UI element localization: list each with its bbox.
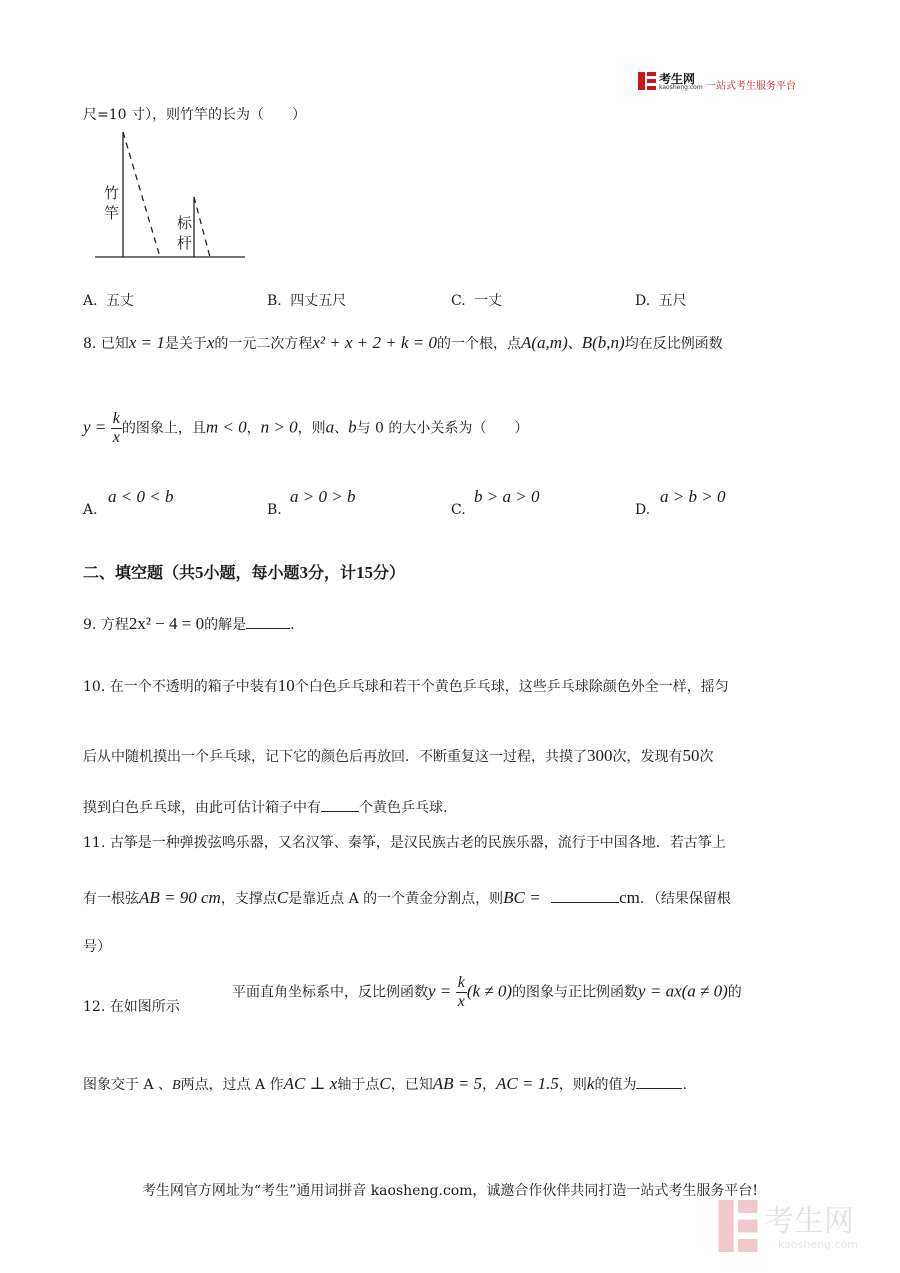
q11-answer-blank: [551, 888, 619, 903]
q11-number: 11.: [83, 835, 106, 851]
footer-text: 考生网官方网址为“考生”通用词拼音 kaosheng.com，诚邀合作伙伴共同打造一站式考生服务平台!: [141, 1183, 759, 1199]
kaosheng-logo-icon: [638, 72, 656, 90]
q8-line-2: y = $\frac{k}{x}$ 的图象上，且m < 0，n > 0，则a、b与 0 的大小关系为（ ）: [83, 410, 529, 446]
q11-line-3: 号）: [83, 939, 111, 955]
q10-number: 10.: [83, 679, 106, 695]
watermark-url: kaosheng.com: [778, 1238, 859, 1251]
q8-line-1: 8. 已知x = 1是关于x的一元二次方程x² + x + 2 + k = 0的一个根，点A(a,m)、B(b,n)均在反比例函数: [83, 333, 723, 352]
q8-option-d-letter: D.: [635, 502, 651, 518]
rod-shadow-line: [194, 197, 210, 257]
q8-fraction: $\frac{k}{x}$: [112, 410, 120, 446]
header-logo: [638, 72, 808, 94]
logo-url: kaosheng.com: [659, 84, 703, 91]
q8-option-c-letter: C.: [451, 502, 466, 518]
q7-option-b: B. 四丈五尺: [267, 293, 347, 309]
logo-slogan: 一站式考生服务平台: [706, 81, 796, 92]
q11-line-1: 11. 古筝是一种弹拨弦鸣乐器，又名汉筝、秦筝，是汉民族古老的民族乐器，流行于中国各地．若古筝上: [83, 835, 726, 851]
q10-line-2: 后从中随机摸出一个乒乓球，记下它的颜色后再放回．不断重复这一过程，共摸了300次，发现有50次: [83, 746, 714, 765]
q9-number: 9.: [83, 617, 97, 633]
watermark: [718, 1196, 878, 1262]
q8-option-c-expr: b > a > 0: [474, 487, 540, 506]
pole-shadow-line: [123, 132, 160, 257]
q12-number-lead: 12. 在如图所示: [83, 999, 180, 1015]
q8-option-a-letter: A.: [83, 502, 98, 518]
q8-option-b-expr: a > 0 > b: [290, 487, 356, 506]
q9-answer-blank: [246, 614, 290, 629]
q7-option-d: D. 五尺: [635, 293, 687, 309]
q7-option-a: A. 五丈: [83, 293, 135, 309]
q11-line-2: 有一根弦AB = 90 cm，支撑点C是靠近点 A 的一个黄金分割点，则BC = cm．（结果保留根: [83, 888, 731, 907]
q12-line-2: 图象交于 A 、B两点，过点 A 作AC ⊥ x轴于点C，已知AB = 5，AC = 1.5，则k的值为 .: [83, 1074, 687, 1093]
q10-answer-blank: [321, 797, 359, 812]
q9-line: 9. 方程2x² − 4 = 0的解是 .: [83, 614, 295, 633]
q8-option-a-expr: a < 0 < b: [108, 487, 174, 506]
section-2-heading: 二、填空题（共5小题，每小题3分，计15分）: [83, 563, 406, 582]
q8-option-b-letter: B.: [267, 502, 282, 518]
pole-label-2: 竿: [104, 204, 120, 222]
logo-brand: 考生网: [659, 72, 696, 86]
q10-line-1: 10. 在一个不透明的箱子中装有10个白色乒乓球和若干个黄色乒乓球，这些乒乓球除颜色外全一样，摇匀: [83, 676, 729, 695]
rod-label-2: 杆: [177, 234, 193, 252]
q7-tail: 尺=10 寸），则竹竿的长为（ ）: [83, 107, 306, 123]
pole-label-1: 竹: [104, 184, 120, 202]
q10-line-3: 摸到白色乒乓球，由此可估计箱子中有 个黄色乒乓球.: [83, 797, 447, 817]
q8-number: 8.: [83, 336, 97, 352]
q7-option-c: C. 一丈: [451, 293, 503, 309]
q12-fraction: $\frac{k}{x}$: [457, 974, 465, 1010]
watermark-text: 考生网: [764, 1204, 854, 1239]
q12-line-1: 平面直角坐标系中，反比例函数y = $\frac{k}{x}$ (k ≠ 0)的图象与正比例函数y = ax(a ≠ 0)的: [232, 974, 742, 1010]
q12-answer-blank: [636, 1074, 682, 1089]
watermark-logo-icon: [718, 1200, 758, 1252]
q8-option-d-expr: a > b > 0: [660, 487, 726, 506]
q12-number: 12.: [83, 999, 106, 1015]
rod-label-1: 标: [177, 214, 193, 232]
